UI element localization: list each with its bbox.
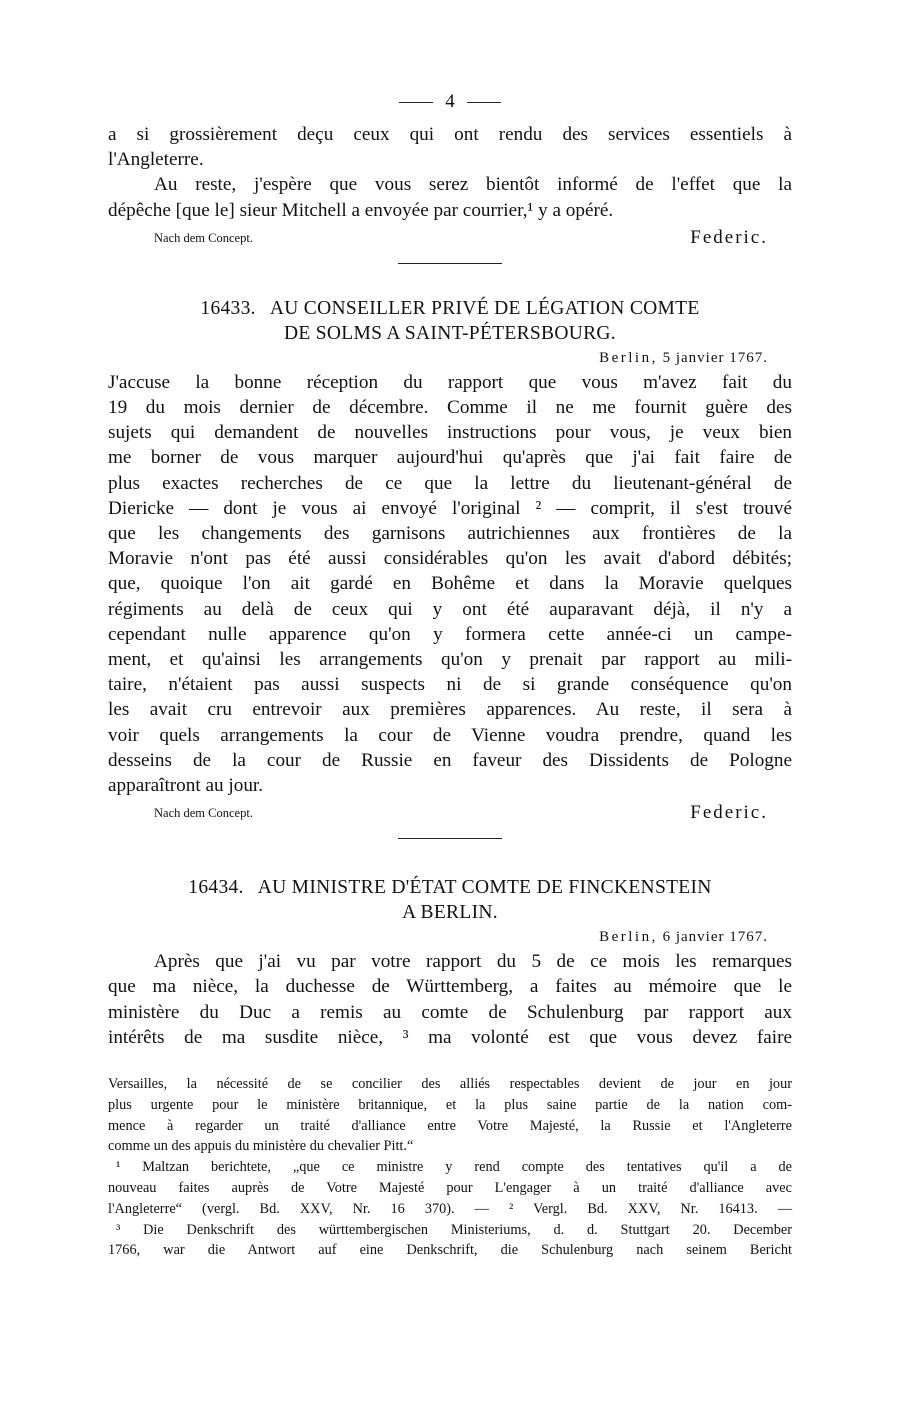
- body-line: 19 du mois dernier de décembre. Comme il ne me fournit guère des: [108, 397, 792, 419]
- letter-title-line2: A BERLIN.: [402, 902, 498, 924]
- letter-16433: [108, 296, 792, 839]
- footnote-line: ¹ Maltzan berichtete, „que ce ministre y rend compte des tentatives qu'il a de: [116, 1159, 792, 1176]
- dateline-place: Berlin,: [599, 929, 658, 946]
- body-line: cependant nulle apparence qu'on y formera cette année-ci un campe-: [108, 623, 792, 645]
- body-line: intérêts de ma susdite nièce, ³ ma volonté est que vous devez faire: [108, 1026, 792, 1048]
- intro-section: [108, 122, 792, 264]
- section-divider: [398, 263, 502, 264]
- signature: Federic.: [690, 226, 768, 248]
- body-line: que ma nièce, la duchesse de Württemberg, a faites au mémoire que le: [108, 976, 792, 998]
- letter-heading: [108, 875, 792, 900]
- footnote-line: l'Angleterre“ (vergl. Bd. XXV, Nr. 16 370). — ² Vergl. Bd. XXV, Nr. 16413. —: [108, 1200, 792, 1217]
- intro-line: dépêche [que le] sieur Mitchell a envoyée par courrier,¹ y a opéré.: [108, 199, 614, 221]
- body-line: sujets qui demandent de nouvelles instructions pour vous, je veux bien: [108, 422, 792, 444]
- footnote-line: Versailles, la nécessité de se concilier des alliés respectables devient de jour en jour: [108, 1076, 792, 1093]
- body-line: les avait cru entrevoir aux premières apparences. Au reste, il sera à: [108, 699, 792, 721]
- letter-16434: [108, 875, 792, 1050]
- page-number: 4: [445, 91, 455, 112]
- footnote-line: nouveau faites auprès de Votre Majesté pour L'engager à un traité d'alliance avec: [108, 1180, 792, 1197]
- body-line: Diericke — dont je vous ai envoyé l'original ² — comprit, il s'est trouvé: [108, 497, 792, 519]
- signature: Federic.: [690, 802, 768, 824]
- intro-line: l'Angleterre.: [108, 149, 204, 171]
- body-line: me borner de vous marquer aujourd'hui qu'après que j'ai fait faire de: [108, 447, 792, 469]
- body-line: taire, n'étaient pas aussi suspects ni de si grande conséquence qu'on: [108, 674, 792, 696]
- footnotes: [108, 1074, 792, 1261]
- dateline: [108, 925, 792, 949]
- letter-title-line1: AU MINISTRE D'ÉTAT COMTE DE FINCKENSTEIN: [257, 877, 712, 899]
- footnote-line: plus urgente pour le ministère britannique, et la plus saine partie de la nation com-: [108, 1096, 792, 1113]
- dateline-date: 6 janvier 1767.: [662, 929, 768, 946]
- intro-line: Au reste, j'espère que vous serez bientôt informé de l'effet que la: [154, 174, 792, 196]
- body-line: Moravie n'ont pas été aussi considérables qu'on les avait d'abord débités;: [108, 548, 792, 570]
- body-line: apparaîtront au jour.: [108, 775, 264, 797]
- body-line: Après que j'ai vu par votre rapport du 5 de ce mois les remarques: [154, 951, 792, 973]
- letter-title-line1: AU CONSEILLER PRIVÉ DE LÉGATION COMTE: [269, 297, 700, 319]
- body-line: ministère du Duc a remis au comte de Schulenburg par rapport aux: [108, 1001, 792, 1023]
- footnote-line: mence à regarder un traité d'alliance entre Votre Majesté, la Russie et l'Angleterre: [108, 1117, 792, 1134]
- section-divider: [398, 838, 502, 839]
- source-note: Nach dem Concept.: [154, 806, 253, 821]
- letter-heading: [108, 296, 792, 321]
- header-dash-right: [467, 102, 501, 103]
- body-line: que, quoique l'on ait gardé en Bohême et dans la Moravie quelques: [108, 573, 792, 595]
- letter-signature-row: [108, 798, 792, 828]
- page-header: [108, 82, 792, 122]
- dateline-place: Berlin,: [599, 349, 658, 366]
- source-note: Nach dem Concept.: [154, 230, 253, 245]
- letter-number: 16433.: [200, 297, 256, 319]
- letter-number: 16434.: [188, 877, 244, 899]
- letter-title-line2: DE SOLMS A SAINT-PÉTERSBOURG.: [284, 322, 616, 344]
- dateline-date: 5 janvier 1767.: [662, 349, 768, 366]
- body-line: desseins de la cour de Russie en faveur des Dissidents de Pologne: [108, 749, 792, 771]
- body-line: ment, et qu'ainsi les arrangements qu'on y prenait par rapport au mili-: [108, 649, 792, 671]
- document-page: [108, 82, 792, 1261]
- body-line: J'accuse la bonne réception du rapport que vous m'avez fait du: [108, 371, 792, 393]
- body-line: que les changements des garnisons autrichiennes aux frontières de la: [108, 523, 792, 545]
- intro-signature-row: [108, 223, 792, 253]
- footnote-line: ³ Die Denkschrift des württembergischen Ministeriums, d. d. Stuttgart 20. December: [116, 1221, 792, 1238]
- body-line: voir quels arrangements la cour de Vienne voudra prendre, quand les: [108, 724, 792, 746]
- body-line: régiments au delà de ceux qui y ont été auparavant déjà, il n'y a: [108, 598, 792, 620]
- dateline: [108, 346, 792, 370]
- body-line: plus exactes recherches de ce que la lettre du lieutenant-général de: [108, 472, 792, 494]
- footnote-line: comme un des appuis du ministère du chevalier Pitt.“: [108, 1138, 414, 1155]
- footnote-line: 1766, war die Antwort auf eine Denkschrift, die Schulenburg nach seinem Bericht: [108, 1242, 792, 1259]
- intro-line: a si grossièrement deçu ceux qui ont rendu des services essentiels à: [108, 124, 792, 145]
- header-dash-left: [399, 102, 433, 103]
